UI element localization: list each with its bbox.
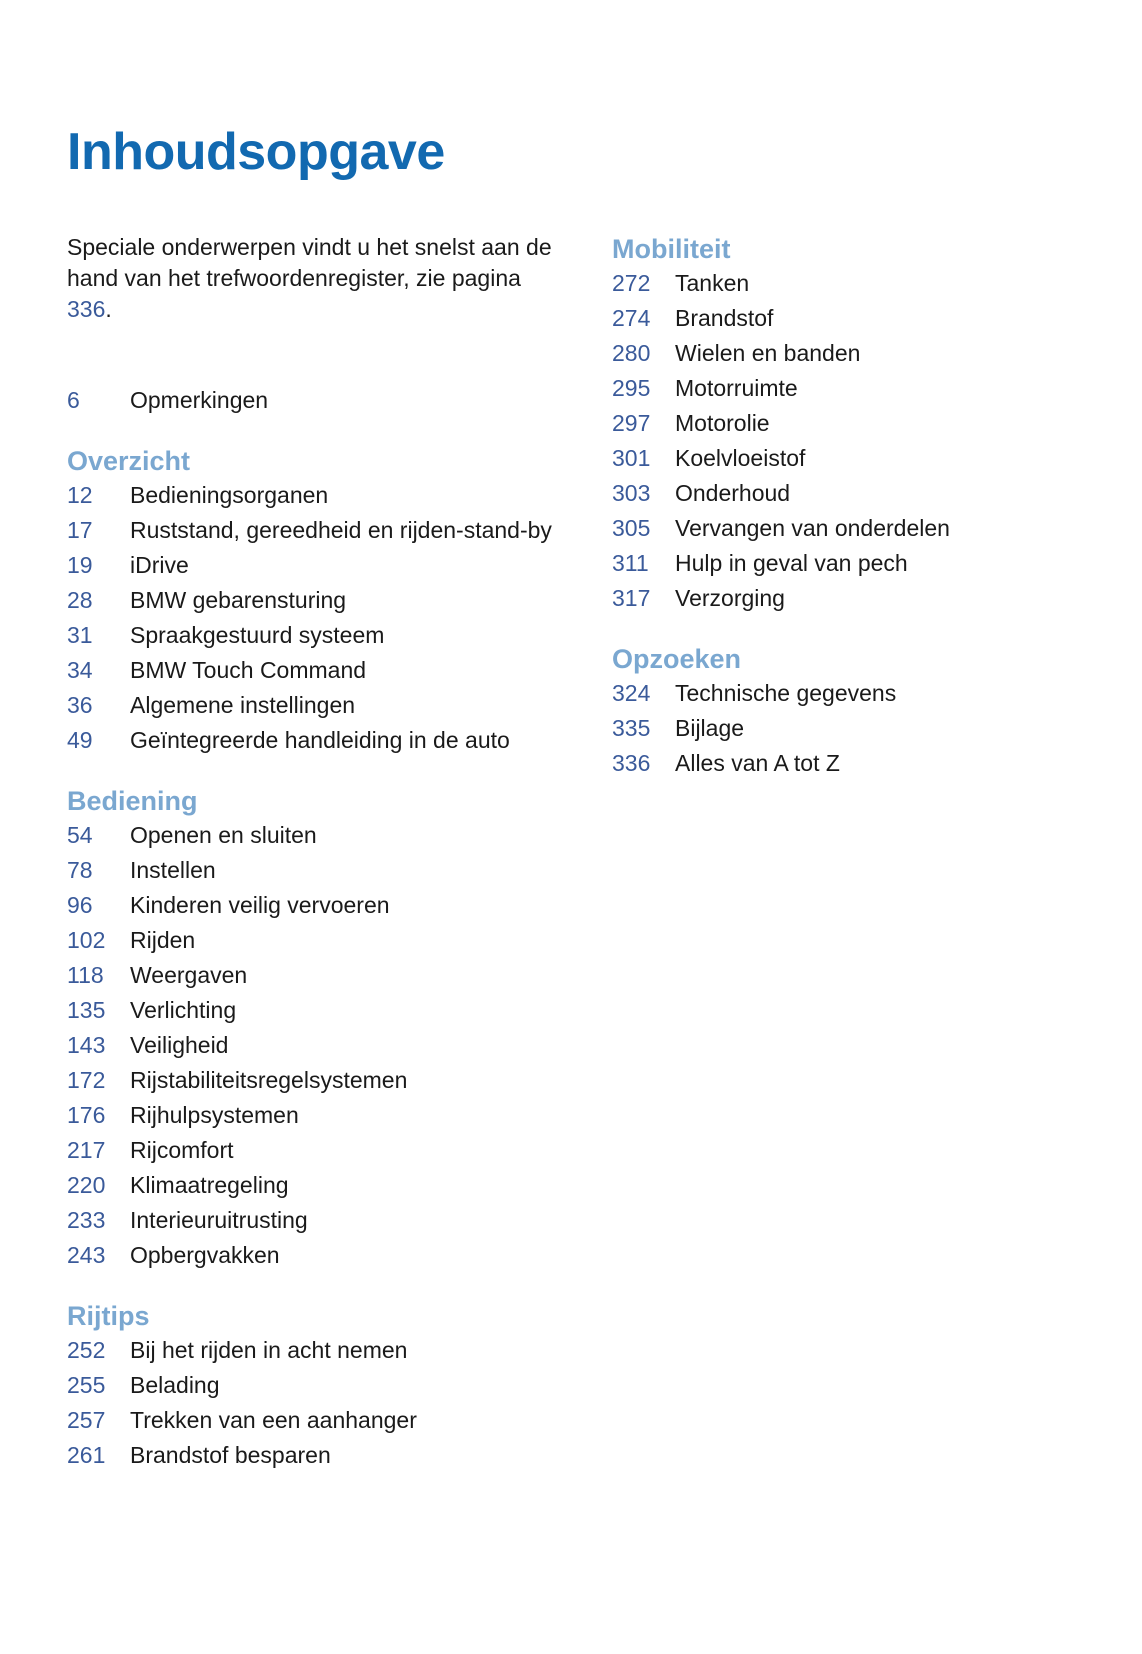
toc-entry[interactable]: [612, 546, 1112, 581]
toc-page-number: 12: [67, 482, 93, 508]
toc-entry[interactable]: [67, 1098, 567, 1133]
toc-entry[interactable]: [67, 853, 567, 888]
toc-page-number: 49: [67, 727, 93, 753]
toc-entry[interactable]: [67, 958, 567, 993]
toc-page-number: 28: [67, 587, 93, 613]
toc-entry-title: Verlichting: [130, 997, 237, 1023]
toc-entry-title: Rijhulpsystemen: [130, 1102, 299, 1128]
toc-page-number: 135: [67, 997, 106, 1023]
toc-entry-title: Rijcomfort: [130, 1137, 234, 1163]
toc-page-number: 261: [67, 1442, 106, 1468]
section-heading-rijtips: Rijtips: [67, 1301, 150, 1331]
toc-entry[interactable]: [67, 818, 567, 853]
toc-entry-title: Kinderen veilig vervoeren: [130, 892, 390, 918]
toc-page-number: 6: [67, 387, 80, 413]
toc-entry-title: Hulp in geval van pech: [675, 550, 908, 576]
toc-entry-title: Trekken van een aanhanger: [130, 1407, 417, 1433]
toc-entry-title: Rijden: [130, 927, 196, 953]
toc-page-number: 280: [612, 340, 651, 366]
section-heading-overzicht: Overzicht: [67, 446, 191, 476]
toc-page-number: 297: [612, 410, 651, 436]
toc-entry-title: Motorolie: [675, 410, 770, 436]
toc-entry[interactable]: [67, 993, 567, 1028]
toc-entry-title: Brandstof: [675, 305, 774, 331]
toc-page-number: 78: [67, 857, 93, 883]
toc-entry-title: Tanken: [675, 270, 750, 296]
toc-entry[interactable]: [67, 548, 567, 583]
toc-entry[interactable]: [612, 371, 1112, 406]
toc-entry-title: Spraakgestuurd systeem: [130, 622, 385, 648]
toc-entry[interactable]: [612, 476, 1112, 511]
toc-entry-title: BMW Touch Command: [130, 657, 367, 683]
toc-entry[interactable]: [67, 1368, 567, 1403]
toc-page-number: 217: [67, 1137, 106, 1163]
toc-page-number: 233: [67, 1207, 106, 1233]
section-heading-mobiliteit: Mobiliteit: [612, 234, 731, 264]
index-page-link[interactable]: 336: [67, 296, 106, 322]
toc-page-number: 295: [612, 375, 651, 401]
toc-entry[interactable]: [67, 1203, 567, 1238]
toc-page-number: 118: [67, 962, 104, 988]
toc-entry[interactable]: [67, 618, 567, 653]
toc-entry-title: Opbergvakken: [130, 1242, 280, 1268]
toc-entry-title: Verzorging: [675, 585, 785, 611]
toc-entry-title: Brandstof besparen: [130, 1442, 331, 1468]
toc-entry[interactable]: [612, 581, 1112, 616]
toc-entry[interactable]: [67, 1403, 567, 1438]
toc-entry-title: Openen en sluiten: [130, 822, 317, 848]
right-column: [612, 232, 1112, 781]
left-column: [67, 232, 567, 1473]
toc-page-number: 324: [612, 680, 651, 706]
toc-entry-title: Opmerkingen: [130, 387, 269, 413]
toc-page-number: 31: [67, 622, 93, 648]
toc-page-number: 143: [67, 1032, 106, 1058]
toc-page-number: 317: [612, 585, 651, 611]
toc-entry[interactable]: [612, 676, 1112, 711]
toc-page-number: 19: [67, 552, 93, 578]
toc-entry[interactable]: [612, 266, 1112, 301]
toc-page-number: 252: [67, 1337, 106, 1363]
toc-entry[interactable]: [67, 723, 567, 758]
toc-page-number: 172: [67, 1067, 106, 1093]
toc-page-number: 336: [612, 750, 651, 776]
toc-entry[interactable]: [612, 301, 1112, 336]
toc-entry-title: Rijstabiliteitsregelsystemen: [130, 1067, 408, 1093]
toc-entry[interactable]: [67, 688, 567, 723]
toc-page-number: 303: [612, 480, 651, 506]
toc-entry[interactable]: [612, 711, 1112, 746]
toc-entry-title: Algemene instellingen: [130, 692, 356, 718]
toc-entry-title: Motorruimte: [675, 375, 798, 401]
toc-page-number: 54: [67, 822, 93, 848]
toc-entry[interactable]: [67, 383, 567, 418]
toc-entry-title: BMW gebarensturing: [130, 587, 347, 613]
toc-entry[interactable]: [612, 336, 1112, 371]
section-heading-bediening: Bediening: [67, 786, 198, 816]
toc-page-number: 305: [612, 515, 651, 541]
toc-entry-title: Technische gegevens: [675, 680, 897, 706]
toc-page-number: 176: [67, 1102, 106, 1128]
toc-page-number: 36: [67, 692, 93, 718]
intro-text: Speciale onderwerpen vindt u het snelst aan de hand van het trefwoordenregister, zie pagina: [67, 234, 552, 291]
toc-page-number: 220: [67, 1172, 106, 1198]
toc-entry[interactable]: [67, 478, 567, 513]
toc-page-number: 272: [612, 270, 651, 296]
toc-entry-title: Koelvloeistof: [675, 445, 806, 471]
toc-entry-title: Bedieningsorganen: [130, 482, 329, 508]
toc-page-number: 102: [67, 927, 106, 953]
toc-entry[interactable]: [67, 1333, 567, 1368]
page-title: Inhoudsopgave: [67, 123, 445, 181]
toc-entry[interactable]: [67, 1028, 567, 1063]
toc-page-number: 311: [612, 550, 649, 576]
toc-entry-title: Onderhoud: [675, 480, 791, 506]
toc-page-number: 243: [67, 1242, 106, 1268]
toc-entry-title: Interieuruitrusting: [130, 1207, 308, 1233]
toc-entry-title: iDrive: [130, 552, 189, 578]
toc-entry-title: Bij het rijden in acht nemen: [130, 1337, 408, 1363]
toc-entry[interactable]: [67, 888, 567, 923]
toc-entry-title: Weergaven: [130, 962, 248, 988]
toc-entry[interactable]: [67, 1168, 567, 1203]
toc-entry[interactable]: [612, 746, 1112, 781]
toc-entry-title: Klimaatregeling: [130, 1172, 289, 1198]
toc-page-number: 17: [67, 517, 93, 543]
toc-entry-title: Veiligheid: [130, 1032, 229, 1058]
toc-entry[interactable]: [67, 1133, 567, 1168]
toc-entry[interactable]: [67, 1063, 567, 1098]
toc-page-number: 34: [67, 657, 93, 683]
toc-entry[interactable]: [612, 441, 1112, 476]
toc-page-number: 255: [67, 1372, 106, 1398]
toc-entry[interactable]: [612, 406, 1112, 441]
toc-entry[interactable]: [67, 1238, 567, 1273]
toc-entry-title: Wielen en banden: [675, 340, 861, 366]
toc-page-number: 335: [612, 715, 651, 741]
toc-entry-title: Ruststand, gereedheid en rijden-stand-by: [130, 517, 552, 543]
toc-entry[interactable]: [67, 653, 567, 688]
toc-page-number: 301: [612, 445, 651, 471]
toc-page-number: 96: [67, 892, 93, 918]
toc-entry-title: Geïntegreerde handleiding in de auto: [130, 727, 510, 753]
toc-entry[interactable]: [67, 583, 567, 618]
toc-entry[interactable]: [67, 513, 567, 548]
toc-entry-title: Bijlage: [675, 715, 745, 741]
intro-text-end: .: [105, 296, 112, 322]
toc-entry[interactable]: [67, 923, 567, 958]
toc-page-number: 274: [612, 305, 651, 331]
toc-entry-title: Instellen: [130, 857, 216, 883]
toc-entry[interactable]: [67, 1438, 567, 1473]
toc-page-number: 257: [67, 1407, 106, 1433]
intro-paragraph: [67, 232, 557, 325]
toc-entry-title: Belading: [130, 1372, 220, 1398]
toc-entry-title: Alles van A tot Z: [675, 750, 840, 776]
section-heading-opzoeken: Opzoeken: [612, 644, 742, 674]
toc-entry-title: Vervangen van onderdelen: [675, 515, 950, 541]
toc-entry[interactable]: [612, 511, 1112, 546]
